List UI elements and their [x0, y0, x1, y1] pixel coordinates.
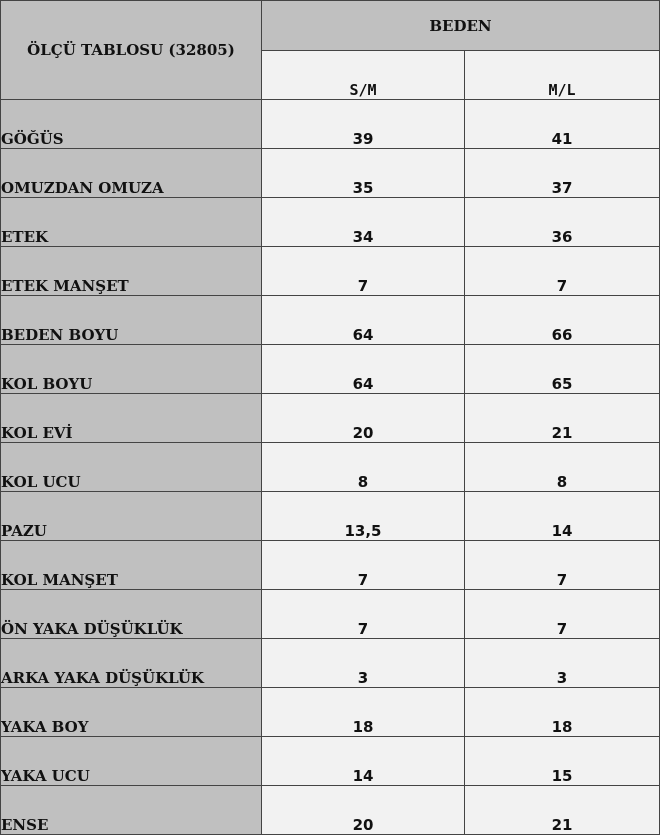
value-sm: 64 [262, 345, 465, 394]
measurement-label: KOL EVİ [1, 394, 262, 443]
value-ml: 7 [465, 541, 660, 590]
header-row [1, 1, 660, 51]
table-row [1, 541, 660, 590]
value-ml: 14 [465, 492, 660, 541]
table-row [1, 394, 660, 443]
value-ml: 66 [465, 296, 660, 345]
value-sm: 7 [262, 541, 465, 590]
value-sm: 39 [262, 100, 465, 149]
measurement-label: ARKA YAKA DÜŞÜKLÜK [1, 639, 262, 688]
measurement-label: GÖĞÜS [1, 100, 262, 149]
value-sm: 7 [262, 590, 465, 639]
value-sm: 8 [262, 443, 465, 492]
value-sm: 14 [262, 737, 465, 786]
value-ml: 21 [465, 786, 660, 835]
size-group-header: BEDEN [262, 1, 660, 51]
measurement-label: KOL UCU [1, 443, 262, 492]
measurement-label: KOL MANŞET [1, 541, 262, 590]
table-row [1, 345, 660, 394]
table-row [1, 149, 660, 198]
value-ml: 18 [465, 688, 660, 737]
value-ml: 65 [465, 345, 660, 394]
measurement-label: OMUZDAN OMUZA [1, 149, 262, 198]
value-ml: 15 [465, 737, 660, 786]
value-ml: 36 [465, 198, 660, 247]
table-row [1, 639, 660, 688]
value-sm: 34 [262, 198, 465, 247]
measurement-label: KOL BOYU [1, 345, 262, 394]
table-row [1, 737, 660, 786]
value-ml: 37 [465, 149, 660, 198]
value-ml: 3 [465, 639, 660, 688]
value-ml: 8 [465, 443, 660, 492]
table-title: ÖLÇÜ TABLOSU (32805) [1, 1, 262, 100]
value-ml: 7 [465, 247, 660, 296]
size-header-ml: M/L [465, 51, 660, 100]
measurement-label: BEDEN BOYU [1, 296, 262, 345]
value-sm: 7 [262, 247, 465, 296]
table-row [1, 590, 660, 639]
value-sm: 64 [262, 296, 465, 345]
value-sm: 20 [262, 786, 465, 835]
value-sm: 20 [262, 394, 465, 443]
table-row [1, 688, 660, 737]
size-header-sm: S/M [262, 51, 465, 100]
table-row [1, 786, 660, 835]
measurement-label: ÖN YAKA DÜŞÜKLÜK [1, 590, 262, 639]
value-sm: 13,5 [262, 492, 465, 541]
measurement-label: YAKA UCU [1, 737, 262, 786]
table-row [1, 443, 660, 492]
measurement-label: PAZU [1, 492, 262, 541]
value-ml: 41 [465, 100, 660, 149]
value-sm: 18 [262, 688, 465, 737]
table-row [1, 198, 660, 247]
measurement-label: YAKA BOY [1, 688, 262, 737]
measurement-label: ENSE [1, 786, 262, 835]
value-ml: 21 [465, 394, 660, 443]
value-sm: 35 [262, 149, 465, 198]
measurement-label: ETEK MANŞET [1, 247, 262, 296]
value-sm: 3 [262, 639, 465, 688]
table-row [1, 247, 660, 296]
table-row [1, 100, 660, 149]
value-ml: 7 [465, 590, 660, 639]
table-row [1, 492, 660, 541]
measurement-label: ETEK [1, 198, 262, 247]
table-row [1, 296, 660, 345]
